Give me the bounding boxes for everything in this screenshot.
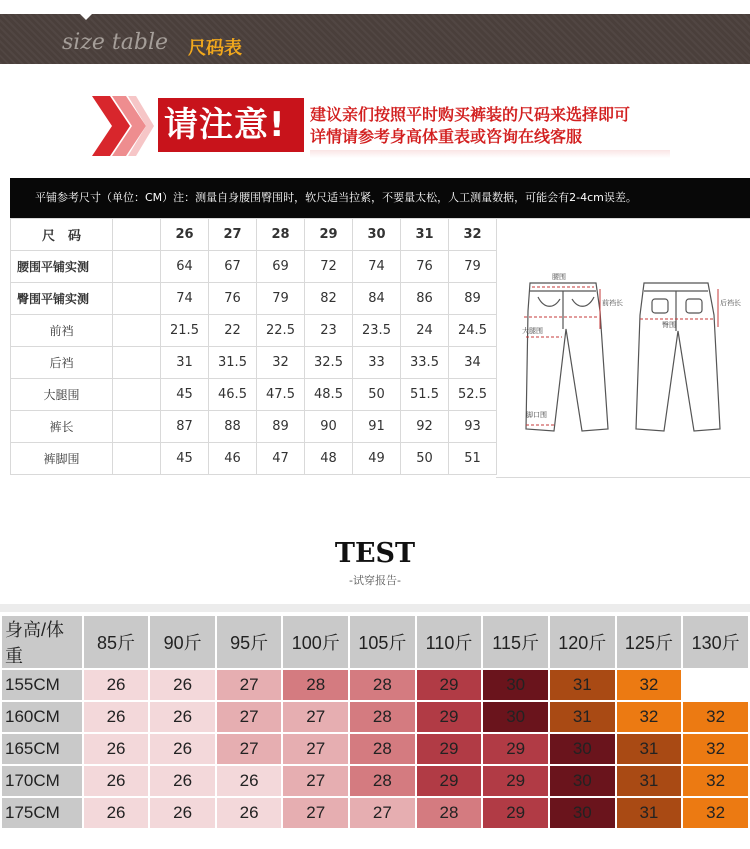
weight-header-cell: 95斤 [217,616,282,668]
size-table-banner: 平铺参考尺寸（单位：CM）注：测量自身腰围臀围时，软尺适当拉紧，不要量太松，人工测量数据，可能会有2-4cm误差。 [10,178,750,218]
size-cell: 26 [150,734,215,764]
notice-text [310,104,630,148]
weight-header-cell: 105斤 [350,616,415,668]
header-notch [80,14,92,20]
blank-cell [113,347,161,379]
table-cell: 76 [401,251,449,283]
diagram-label-waist: 腰围 [552,273,566,281]
size-cell: 27 [217,670,282,700]
blank-cell [113,379,161,411]
size-cell: 27 [217,702,282,732]
size-cell: 26 [84,798,149,828]
pants-diagram-svg [496,219,750,477]
size-header-cell: 31 [401,219,449,251]
table-cell: 91 [353,411,401,443]
table-cell: 48.5 [305,379,353,411]
size-cell: 27 [350,798,415,828]
notice-badge [158,98,304,152]
test-title: TEST [334,538,416,569]
test-row [2,798,748,828]
table-cell: 89 [449,283,497,315]
size-cell: 32 [617,702,682,732]
diagram-label-hip: 臀围 [662,321,676,329]
table-row [11,251,497,283]
size-cell: 29 [417,670,482,700]
table-cell: 74 [161,283,209,315]
table-row [11,283,497,315]
weight-header-cell: 125斤 [617,616,682,668]
size-cell: 31 [617,798,682,828]
table-cell: 89 [257,411,305,443]
size-cell: 26 [84,670,149,700]
size-cell: 29 [417,702,482,732]
front-pants-illustration [526,283,608,431]
table-cell: 23.5 [353,315,401,347]
size-cell: 29 [483,766,548,796]
blank-cell [113,443,161,475]
size-header-cell: 27 [209,219,257,251]
header-title-en: size table [62,30,169,55]
notice-line-2: 详情请参考身高体重表或咨询在线客服 [310,127,583,146]
row-label: 臀围平铺实测 [11,283,113,315]
test-corner-label: 身高/体重 [2,616,82,668]
table-cell: 47.5 [257,379,305,411]
weight-header-cell: 120斤 [550,616,615,668]
table-cell: 86 [401,283,449,315]
table-row [11,315,497,347]
table-cell: 52.5 [449,379,497,411]
table-cell: 23 [305,315,353,347]
back-pants-illustration [636,283,720,431]
table-cell: 79 [257,283,305,315]
height-label: 170CM [2,766,82,796]
table-cell: 74 [353,251,401,283]
size-cell: 26 [150,798,215,828]
test-header-row [2,616,748,668]
size-header-cell: 32 [449,219,497,251]
size-cell: 27 [217,734,282,764]
size-cell: 26 [150,670,215,700]
table-cell: 31.5 [209,347,257,379]
size-cell: 27 [283,734,348,764]
table-cell: 31 [161,347,209,379]
table-cell: 72 [305,251,353,283]
table-cell: 45 [161,379,209,411]
size-cell: 32 [683,702,748,732]
weight-header-cell: 90斤 [150,616,215,668]
size-cell: 28 [350,702,415,732]
table-cell: 79 [449,251,497,283]
test-row [2,670,748,700]
blank-cell [113,283,161,315]
size-cell: 27 [283,766,348,796]
size-cell: 27 [283,798,348,828]
table-cell: 24.5 [449,315,497,347]
diagram-label-hem: 脚口围 [526,411,547,419]
table-cell: 48 [305,443,353,475]
size-header-cell: 26 [161,219,209,251]
row-label: 后裆 [11,347,113,379]
table-cell: 34 [449,347,497,379]
blank-cell [113,219,161,251]
notice-badge-text: 请注意! [164,105,286,145]
size-cell: 30 [483,702,548,732]
notice-line-1: 建议亲们按照平时购买裤装的尺码来选择即可 [310,105,631,124]
table-cell: 22.5 [257,315,305,347]
row-label: 前裆 [11,315,113,347]
diagram-label-back-rise: 后裆长 [720,299,741,307]
table-cell: 69 [257,251,305,283]
blank-cell [113,411,161,443]
size-cell: 31 [550,702,615,732]
table-cell: 24 [401,315,449,347]
table-cell: 93 [449,411,497,443]
height-label: 175CM [2,798,82,828]
table-cell: 51.5 [401,379,449,411]
size-cell: 28 [350,734,415,764]
table-row [11,379,497,411]
table-cell: 50 [401,443,449,475]
size-cell: 31 [617,734,682,764]
row-label: 大腿围 [11,379,113,411]
size-cell: 30 [550,798,615,828]
height-label: 165CM [2,734,82,764]
table-cell: 46.5 [209,379,257,411]
blank-cell [113,251,161,283]
weight-header-cell: 115斤 [483,616,548,668]
size-cell: 28 [283,670,348,700]
table-cell: 64 [161,251,209,283]
chevron-arrow-icon [92,96,154,156]
size-header-cell: 29 [305,219,353,251]
size-cell: 29 [483,798,548,828]
table-cell: 46 [209,443,257,475]
size-cell: 30 [550,766,615,796]
pants-diagram [496,218,750,478]
size-cell: 31 [617,766,682,796]
size-cell: 28 [417,798,482,828]
table-cell: 33 [353,347,401,379]
size-header-label: 尺 码 [11,219,113,251]
table-cell: 92 [401,411,449,443]
header-title-cn: 尺码表 [188,38,242,59]
size-cell: 30 [483,670,548,700]
size-cell: 32 [617,670,682,700]
weight-header-cell: 100斤 [283,616,348,668]
size-table [10,218,497,475]
table-cell: 67 [209,251,257,283]
table-row [11,347,497,379]
table-cell: 47 [257,443,305,475]
diagram-label-front-rise: 前裆长 [602,299,623,307]
size-cell: 26 [84,766,149,796]
table-cell: 32.5 [305,347,353,379]
table-cell: 45 [161,443,209,475]
test-subtitle: -试穿报告- [349,574,401,587]
height-label: 155CM [2,670,82,700]
test-divider [0,604,750,612]
size-cell: 28 [350,670,415,700]
test-row [2,734,748,764]
test-row [2,766,748,796]
size-cell: 26 [150,766,215,796]
table-cell: 32 [257,347,305,379]
size-cell: 32 [683,798,748,828]
size-cell: 26 [84,702,149,732]
table-cell: 49 [353,443,401,475]
table-row [11,411,497,443]
table-cell: 84 [353,283,401,315]
size-header-cell: 28 [257,219,305,251]
size-cell: 26 [217,766,282,796]
size-table-header-row [11,219,497,251]
table-cell: 82 [305,283,353,315]
size-header-cell: 30 [353,219,401,251]
table-cell: 90 [305,411,353,443]
size-cell: 29 [417,734,482,764]
blank-cell [113,315,161,347]
row-label: 裤长 [11,411,113,443]
size-cell: 31 [550,670,615,700]
notice-reflection [310,150,670,158]
size-cell: 29 [417,766,482,796]
size-cell: 32 [683,734,748,764]
fit-test-table [0,614,750,830]
test-row [2,702,748,732]
diagram-label-thigh: 大腿围 [522,327,543,335]
table-cell: 51 [449,443,497,475]
weight-header-cell: 130斤 [683,616,748,668]
weight-header-cell: 85斤 [84,616,149,668]
size-cell: 28 [350,766,415,796]
height-label: 160CM [2,702,82,732]
size-cell: 26 [217,798,282,828]
row-label: 裤脚围 [11,443,113,475]
table-cell: 50 [353,379,401,411]
table-cell: 21.5 [161,315,209,347]
table-cell: 88 [209,411,257,443]
size-cell: 26 [150,702,215,732]
size-cell [683,670,748,700]
table-cell: 22 [209,315,257,347]
table-row [11,443,497,475]
row-label: 腰围平铺实测 [11,251,113,283]
table-cell: 76 [209,283,257,315]
size-cell: 26 [84,734,149,764]
size-cell: 32 [683,766,748,796]
table-cell: 87 [161,411,209,443]
weight-header-cell: 110斤 [417,616,482,668]
size-cell: 29 [483,734,548,764]
table-cell: 33.5 [401,347,449,379]
size-cell: 30 [550,734,615,764]
size-cell: 27 [283,702,348,732]
